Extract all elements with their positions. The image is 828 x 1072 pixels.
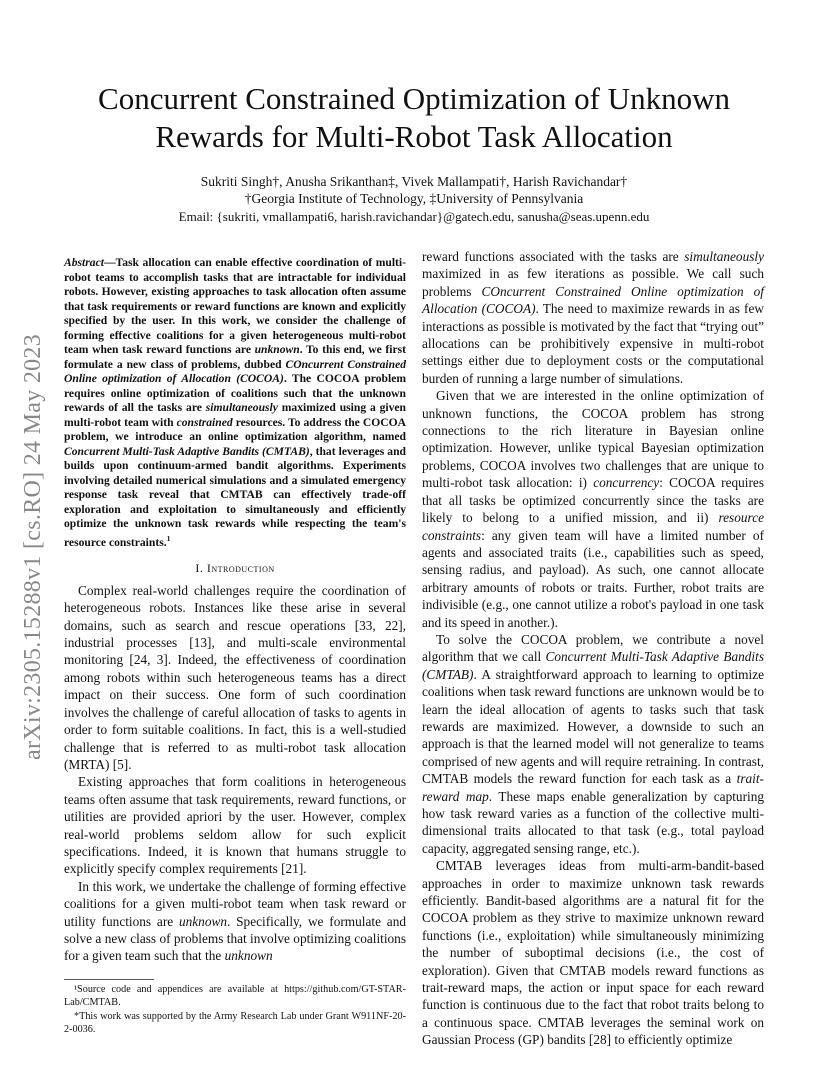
section-heading-introduction: I. Introduction bbox=[195, 560, 275, 575]
intro-paragraph: reward functions associated with the tasks are simultaneously maximized in as few iterations as possible. We call such problems COncurrent Constrained Online optimization of Allocation (COCOA). The need to maximize rewards in as few interactions as possible is motivated by the fact that “trying out” allocations can be prohibitively expensive in multi-robot settings either due to deployment costs or the computational burden of running a large number of simulations. bbox=[422, 249, 765, 386]
author-emails: Email: {sukriti, vmallampati6, harish.ravichandar}@gatech.edu, sanusha@seas.upenn.edu bbox=[178, 209, 650, 224]
paper-title: Concurrent Constrained Optimization of Unknown Rewards for Multi-Robot Task Allocation bbox=[98, 81, 730, 154]
abstract: Abstract—Task allocation can enable effective coordination of multi-robot teams to accomplish tasks that are intractable for individual robots. However, existing approaches to task allocation often assume that task requirements or reward functions are known and explicitly specified by the user. In this work, we consider the challenge of forming effective coalitions for a given heterogeneous multi-robot team when task reward functions are unknown. To this end, we first formulate a new class of problems, dubbed COncurrent Constrained Online optimization of Allocation (COCOA). The COCOA problem requires online optimization of coalitions such that the unknown rewards of all the tasks are simultaneously maximized using a given multi-robot team with constrained resources. To address the COCOA problem, we introduce an online optimization algorithm, named Concurrent Multi-Task Adaptive Bandits (CMTAB), that leverages and builds upon continuum-armed bandit algorithms. Experiments involving detailed numerical simulations and a simulated emergency response task reveal that CMTAB can effectively trade-off exploration and exploitation to simultaneously and efficiently optimize the unknown task rewards while respecting the team's resource constraints.$^1$ bbox=[64, 256, 407, 549]
intro-paragraph: In this work, we undertake the challenge of forming effective coalitions for a given multi-robot team when task reward or utility functions are unknown. Specifically, we formulate and solve a new class of problems that involve optimizing coalitions for a given team such that the unknown bbox=[64, 878, 406, 964]
intro-paragraph: Given that we are interested in the online optimization of unknown functions, the COCOA problem has strong connections to the rich literature in Bayesian online optimization. However, unlike typical Bayesian optimization problems, COCOA involves two challenges that are unique to multi-robot task allocation: i) concurrency: COCOA requires that all tasks be optimized concurrently since the tasks are likely to belong to a unified mission, and ii) resource constraints: any given team will have a limited number of agents and associated traits (i.e., capabilities such as speed, sensing radius, and payload). As such, one cannot allocate arbitrary amounts of robots or traits. Further, robot traits are indivisible (e.g., one cannot utilize a robot's payload in one task and its speed in another.). bbox=[422, 388, 765, 630]
right-column bbox=[422, 248, 764, 1049]
arxiv-identifier: arXiv:2305.15288v1 [cs.RO] 24 May 2023 bbox=[20, 333, 46, 760]
affiliations: †Georgia Institute of Technology, ‡University of Pennsylvania bbox=[244, 191, 584, 206]
footnote-marker: 1 bbox=[166, 533, 171, 543]
left-column bbox=[64, 256, 406, 1039]
author-list: Sukriti Singh†, Anusha Srikanthan‡, Vivek Mallampati†, Harish Ravichandar† bbox=[200, 174, 628, 189]
abstract-label: Abstract bbox=[64, 256, 104, 269]
footnote-divider bbox=[64, 979, 154, 980]
intro-paragraph: To solve the COCOA problem, we contribute a novel algorithm that we call Concurrent Multi-Task Adaptive Bandits (CMTAB). A straightforward approach to learning to optimize coalitions when task reward functions are unknown would be to learn the ideal allocation of agents to tasks such that task rewards are maximized. However, a downside to such an approach is that the learned model will not generalize to teams comprised of new agents and will require retraining. In contrast, CMTAB models the reward function for each task as a trait-reward map. These maps enable generalization by capturing how task reward varies as a function of the collective multi-dimensional traits allocated to that task (e.g., total payload capacity, aggregated sensing range, etc.). bbox=[422, 631, 764, 856]
footnote: *This work was supported by the Army Research Lab under Grant W911NF-20-2-0036. bbox=[64, 1011, 406, 1036]
footnote: ¹Source code and appendices are available at https://github.com/GT-STAR-Lab/CMTAB. bbox=[64, 983, 406, 1008]
intro-paragraph: Existing approaches that form coalitions in heterogeneous teams often assume that task requirements, reward functions, or utilities are provided apriori by the user. However, complex real-world problems seldom allow for such explicit specifications. Indeed, it is known that humans struggle to explicitly specify complex requirements [21]. bbox=[64, 774, 406, 877]
intro-paragraph: Complex real-world challenges require the coordination of heterogeneous robots. Instances like these arise in several domains, such as search and rescue operations [33, 22], industrial processes [13], and multi-scale environmental monitoring [24, 3]. Indeed, the effectiveness of coordination among robots within such heterogeneous teams has a direct impact on their success. One form of such coordination involves the challenge of careful allocation of tasks to agents in order to form suitable coalitions. In fact, this is a well-studied challenge that is referred to as multi-robot task allocation (MRTA) [5]. bbox=[64, 582, 406, 772]
intro-paragraph: CMTAB leverages ideas from multi-arm-bandit-based approaches in order to maximize unknown task rewards efficiently. Bandit-based algorithms are a natural fit for the COCOA problem as they strive to maximize unknown reward functions (i.e., exploitation) while simultaneously minimizing the number of suboptimal decisions (i.e., the cost of exploration). Given that CMTAB models reward functions as trait-reward maps, the action or input space for each reward function is continuous due to the fact that robot traits belong to a continuous space. CMTAB leverages the seminal work on Gaussian Process (GP) bandits [28] to efficiently optimize bbox=[422, 858, 764, 1048]
